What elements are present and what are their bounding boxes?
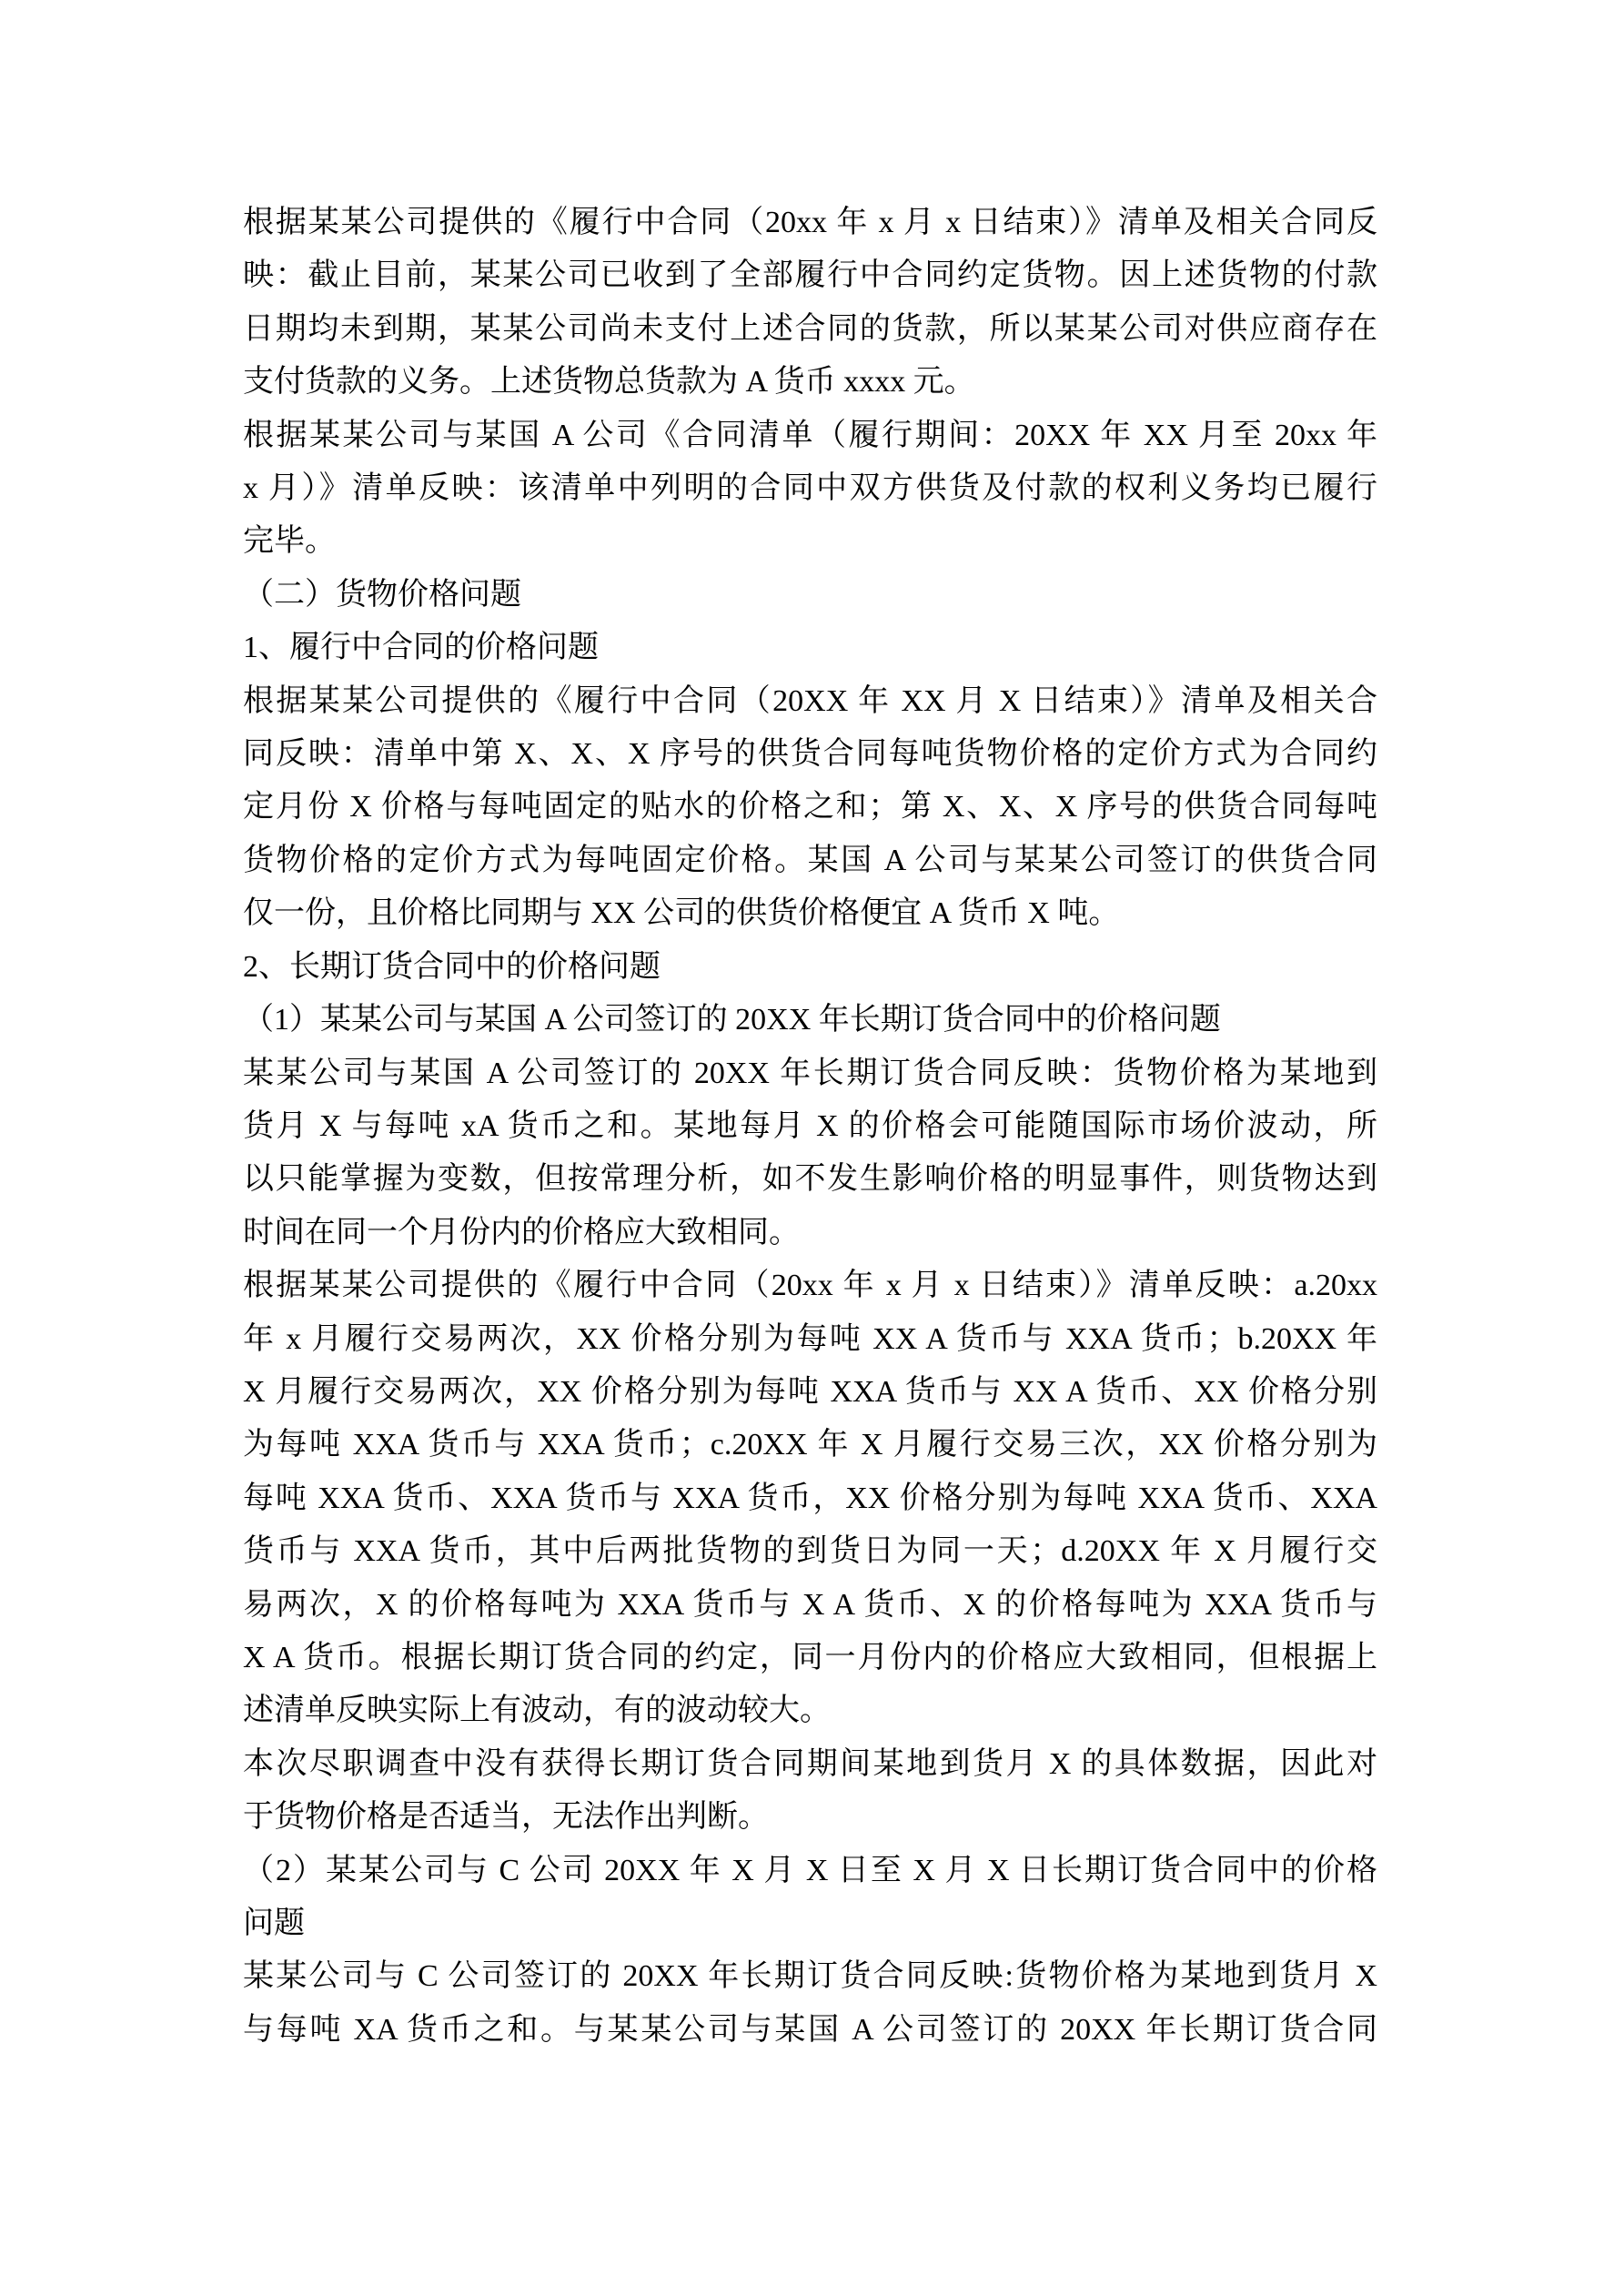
text-line: x 月）》清单反映：该清单中列明的合同中双方供货及付款的权利义务均已履行	[243, 471, 1377, 506]
document-text-block	[243, 197, 1377, 2057]
text-line: 定月份 X 价格与每吨固定的贴水的价格之和；第 X、X、X 序号的供货合同每吨	[243, 790, 1377, 824]
text-line: 易两次，X 的价格每吨为 XXA 货币与 X A 货币、X 的价格每吨为 XXA 货币与	[243, 1587, 1377, 1622]
text-line: 年 x 月履行交易两次，XX 价格分别为每吨 XX A 货币与 XXA 货币；b.20XX 年	[243, 1321, 1377, 1356]
text-line: 完毕。	[243, 524, 336, 559]
sub-heading: （2）某某公司与 C 公司 20XX 年 X 月 X 日至 X 月 X 日长期订货合同中的价格	[243, 1853, 1377, 1887]
text-line: 述清单反映实际上有波动，有的波动较大。	[243, 1694, 831, 1728]
text-line: 根据某某公司与某国 A 公司《合同清单（履行期间：20XX 年 XX 月至 20xx 年	[243, 418, 1377, 452]
text-line: 货月 X 与每吨 xA 货币之和。某地每月 X 的价格会可能随国际市场价波动，所	[243, 1108, 1377, 1143]
text-line: 时间在同一个月份内的价格应大致相同。	[243, 1215, 800, 1249]
text-line: 映：截止目前，某某公司已收到了全部履行中合同约定货物。因上述货物的付款	[243, 258, 1377, 293]
text-line: 每吨 XXA 货币、XXA 货币与 XXA 货币，XX 价格分别为每吨 XXA 货币、XXA	[243, 1481, 1377, 1515]
sub-heading: 1、履行中合同的价格问题	[243, 631, 599, 665]
text-line: 货物价格的定价方式为每吨固定价格。某国 A 公司与某某公司签订的供货合同	[243, 843, 1377, 877]
text-line: 某某公司与某国 A 公司签订的 20XX 年长期订货合同反映：货物价格为某地到	[243, 1056, 1377, 1090]
text-line: X A 货币。根据长期订货合同的约定，同一月份内的价格应大致相同，但根据上	[243, 1640, 1377, 1674]
section-heading: （二）货物价格问题	[243, 577, 521, 612]
sub-heading: 2、长期订货合同中的价格问题	[243, 949, 661, 984]
text-line: 于货物价格是否适当，无法作出判断。	[243, 1800, 769, 1835]
text-line: 本次尽职调查中没有获得长期订货合同期间某地到货月 X 的具体数据，因此对	[243, 1746, 1377, 1781]
text-line: 货币与 XXA 货币，其中后两批货物的到货日为同一天；d.20XX 年 X 月履行交	[243, 1534, 1377, 1569]
sub-heading: 问题	[243, 1907, 305, 1940]
text-line: 根据某某公司提供的《履行中合同（20XX 年 XX 月 X 日结束）》清单及相关合	[243, 683, 1377, 718]
text-line: X 月履行交易两次，XX 价格分别为每吨 XXA 货币与 XX A 货币、XX 价格分别	[243, 1374, 1377, 1409]
text-line: 为每吨 XXA 货币与 XXA 货币；c.20XX 年 X 月履行交易三次，XX 价格分别为	[243, 1428, 1377, 1462]
sub-heading: （1）某某公司与某国 A 公司签订的 20XX 年长期订货合同中的价格问题	[243, 1003, 1221, 1037]
text-line: 以只能掌握为变数，但按常理分析，如不发生影响价格的明显事件，则货物达到	[243, 1162, 1377, 1197]
text-line: 日期均未到期，某某公司尚未支付上述合同的货款，所以某某公司对供应商存在	[243, 311, 1377, 346]
text-line: 支付货款的义务。上述货物总货款为 A 货币 xxxx 元。	[243, 365, 975, 400]
text-line: 根据某某公司提供的《履行中合同（20xx 年 x 月 x 日结束）》清单及相关合同反	[243, 206, 1377, 239]
text-line: 与每吨 XA 货币之和。与某某公司与某国 A 公司签订的 20XX 年长期订货合同	[243, 2012, 1377, 2047]
text-line: 根据某某公司提供的《履行中合同（20xx 年 x 月 x 日结束）》清单反映：a.20xx	[243, 1269, 1377, 1303]
text-line: 仅一份，且价格比同期与 XX 公司的供货价格便宜 A 货币 X 吨。	[243, 896, 1120, 931]
text-line: 同反映：清单中第 X、X、X 序号的供货合同每吨货物价格的定价方式为合同约	[243, 737, 1377, 772]
text-line: 某某公司与 C 公司签订的 20XX 年长期订货合同反映:货物价格为某地到货月 X	[243, 1959, 1377, 1994]
